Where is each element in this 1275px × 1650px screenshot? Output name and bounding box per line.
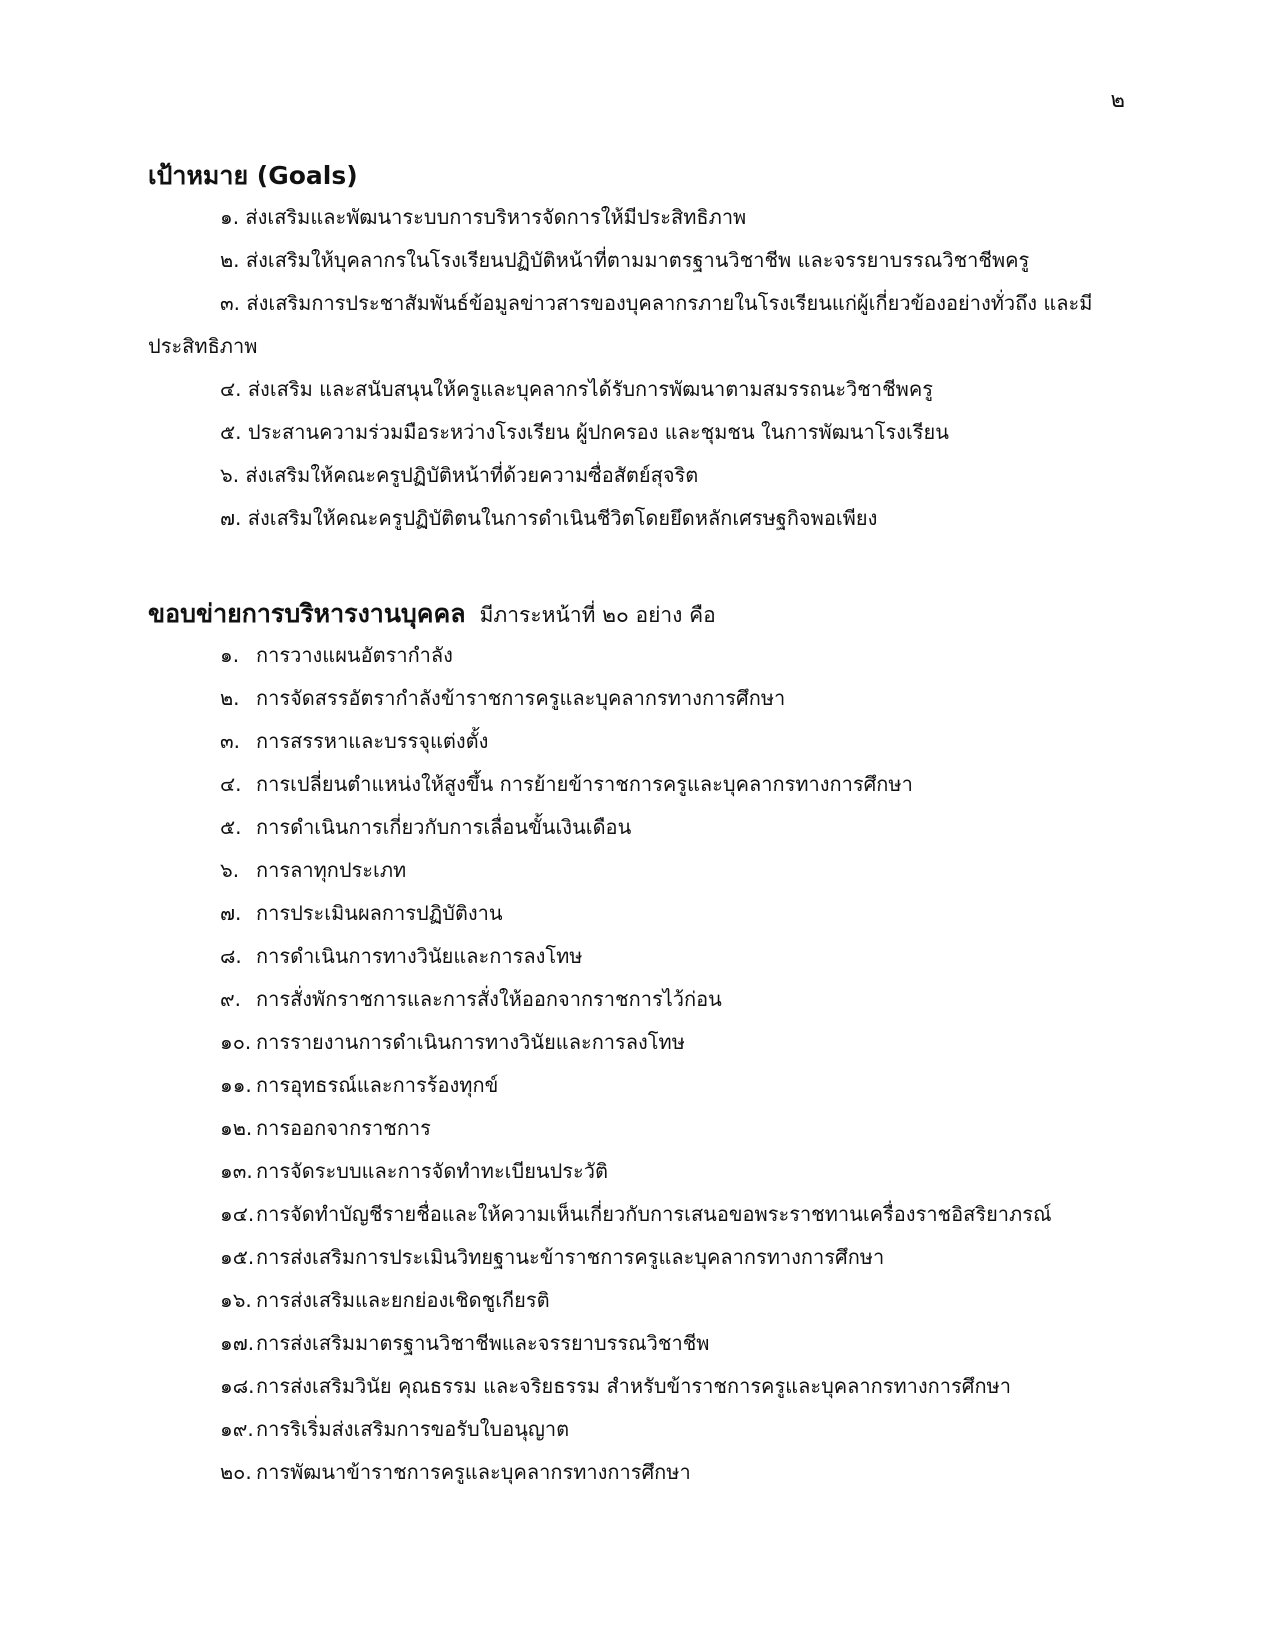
duty-text: การออกจากราชการ bbox=[256, 1116, 431, 1140]
duty-item bbox=[220, 1451, 1052, 1494]
duty-item bbox=[220, 677, 1052, 720]
duty-number: ๖. bbox=[220, 858, 240, 882]
duty-item bbox=[220, 1150, 1052, 1193]
duty-text: การวางแผนอัตรากำลัง bbox=[256, 643, 453, 667]
duty-text: การสั่งพักราชการและการสั่งให้ออกจากราชการไว้ก่อน bbox=[256, 987, 722, 1011]
goal-item-7: ๗. ส่งเสริมให้คณะครูปฏิบัติตนในการดำเนินชีวิตโดยยึดหลักเศรษฐกิจพอเพียง bbox=[220, 506, 878, 530]
duty-number: ๑๙. bbox=[220, 1417, 254, 1441]
duty-text: การส่งเสริมการประเมินวิทยฐานะข้าราชการครูและบุคลากรทางการศึกษา bbox=[256, 1245, 885, 1269]
duty-number: ๒๐. bbox=[220, 1460, 252, 1484]
duty-number: ๔. bbox=[220, 772, 242, 796]
duty-number: ๑. bbox=[220, 643, 240, 667]
duty-number: ๓. bbox=[220, 729, 241, 753]
scope-heading-title: ขอบข่ายการบริหารงานบุคคล bbox=[148, 599, 466, 628]
goal-item-3: ๓. ส่งเสริมการประชาสัมพันธ์ข้อมูลข่าวสารของบุคลากรภายในโรงเรียนแก่ผู้เกี่ยวข้องอย่างทั่วถึง และมี bbox=[220, 291, 1093, 315]
duty-item bbox=[220, 1322, 1052, 1365]
duty-number: ๙. bbox=[220, 987, 242, 1011]
scope-heading-suffix: มีภาระหน้าที่ ๒๐ อย่าง คือ bbox=[479, 603, 716, 627]
duty-number: ๑๑. bbox=[220, 1073, 252, 1097]
duty-item bbox=[220, 892, 1052, 935]
duty-text: การลาทุกประเภท bbox=[256, 858, 407, 882]
page-number: ๒ bbox=[1110, 88, 1125, 113]
duty-number: ๘. bbox=[220, 944, 242, 968]
duty-number: ๑๘. bbox=[220, 1374, 255, 1398]
duty-text: การอุทธรณ์และการร้องทุกข์ bbox=[256, 1073, 499, 1097]
duty-item bbox=[220, 634, 1052, 677]
duty-number: ๑๓. bbox=[220, 1159, 253, 1183]
duty-item bbox=[220, 1408, 1052, 1451]
scope-heading bbox=[148, 594, 716, 634]
duty-number: ๕. bbox=[220, 815, 242, 839]
duty-item bbox=[220, 1365, 1052, 1408]
duty-text: การส่งเสริมมาตรฐานวิชาชีพและจรรยาบรรณวิชาชีพ bbox=[256, 1331, 710, 1355]
duty-text: การจัดทำบัญชีรายชื่อและให้ความเห็นเกี่ยวกับการเสนอขอพระราชทานเครื่องราชอิสริยาภรณ์ bbox=[256, 1202, 1052, 1226]
duty-item bbox=[220, 978, 1052, 1021]
goal-item-4: ๔. ส่งเสริม และสนับสนุนให้ครูและบุคลากรได้รับการพัฒนาตามสมรรถนะวิชาชีพครู bbox=[220, 377, 933, 401]
goal-item-6: ๖. ส่งเสริมให้คณะครูปฏิบัติหน้าที่ด้วยความซื่อสัตย์สุจริต bbox=[220, 463, 699, 487]
duty-item bbox=[220, 1064, 1052, 1107]
duty-text: การจัดสรรอัตรากำลังข้าราชการครูและบุคลากรทางการศึกษา bbox=[256, 686, 786, 710]
duty-item bbox=[220, 1236, 1052, 1279]
duty-item bbox=[220, 1279, 1052, 1322]
goal-item-5: ๕. ประสานความร่วมมือระหว่างโรงเรียน ผู้ปกครอง และชุมชน ในการพัฒนาโรงเรียน bbox=[220, 420, 949, 444]
goals-list bbox=[148, 196, 1128, 540]
goals-heading: เป้าหมาย (Goals) bbox=[148, 161, 358, 190]
duty-text: การจัดระบบและการจัดทำทะเบียนประวัติ bbox=[256, 1159, 609, 1183]
duty-text: การดำเนินการทางวินัยและการลงโทษ bbox=[256, 944, 583, 968]
duty-text: การรายงานการดำเนินการทางวินัยและการลงโทษ bbox=[256, 1030, 685, 1054]
duty-item bbox=[220, 720, 1052, 763]
goal-item-2: ๒. ส่งเสริมให้บุคลากรในโรงเรียนปฏิบัติหน้าที่ตามมาตรฐานวิชาชีพ และจรรยาบรรณวิชาชีพครู bbox=[220, 248, 1030, 272]
duty-item bbox=[220, 806, 1052, 849]
duty-number: ๑๕. bbox=[220, 1245, 255, 1269]
duty-item bbox=[220, 935, 1052, 978]
duty-item bbox=[220, 1107, 1052, 1150]
duty-number: ๗. bbox=[220, 901, 242, 925]
duty-number: ๑๗. bbox=[220, 1331, 255, 1355]
duty-number: ๑๒. bbox=[220, 1116, 253, 1140]
duty-text: การเปลี่ยนตำแหน่งให้สูงขึ้น การย้ายข้าราชการครูและบุคลากรทางการศึกษา bbox=[256, 772, 913, 796]
duty-item bbox=[220, 763, 1052, 806]
duty-text: การส่งเสริมวินัย คุณธรรม และจริยธรรม สำหรับข้าราชการครูและบุคลากรทางการศึกษา bbox=[256, 1374, 1011, 1398]
duty-text: การพัฒนาข้าราชการครูและบุคลากรทางการศึกษา bbox=[256, 1460, 691, 1484]
duty-text: การริเริ่มส่งเสริมการขอรับใบอนุญาต bbox=[256, 1417, 570, 1441]
duty-text: การประเมินผลการปฏิบัติงาน bbox=[256, 901, 503, 925]
duty-number: ๑๔. bbox=[220, 1202, 255, 1226]
duty-number: ๑๐. bbox=[220, 1030, 252, 1054]
duty-text: การสรรหาและบรรจุแต่งตั้ง bbox=[256, 729, 489, 753]
duty-text: การส่งเสริมและยกย่องเชิดชูเกียรติ bbox=[256, 1288, 550, 1312]
duty-item bbox=[220, 849, 1052, 892]
duty-item bbox=[220, 1021, 1052, 1064]
goal-item-1: ๑. ส่งเสริมและพัฒนาระบบการบริหารจัดการให้มีประสิทธิภาพ bbox=[220, 205, 747, 229]
goal-item-3-continued: ประสิทธิภาพ bbox=[148, 334, 258, 358]
duty-item bbox=[220, 1193, 1052, 1236]
duties-list bbox=[220, 634, 1052, 1494]
duty-text: การดำเนินการเกี่ยวกับการเลื่อนขั้นเงินเดือน bbox=[256, 815, 632, 839]
duty-number: ๒. bbox=[220, 686, 240, 710]
duty-number: ๑๖. bbox=[220, 1288, 252, 1312]
